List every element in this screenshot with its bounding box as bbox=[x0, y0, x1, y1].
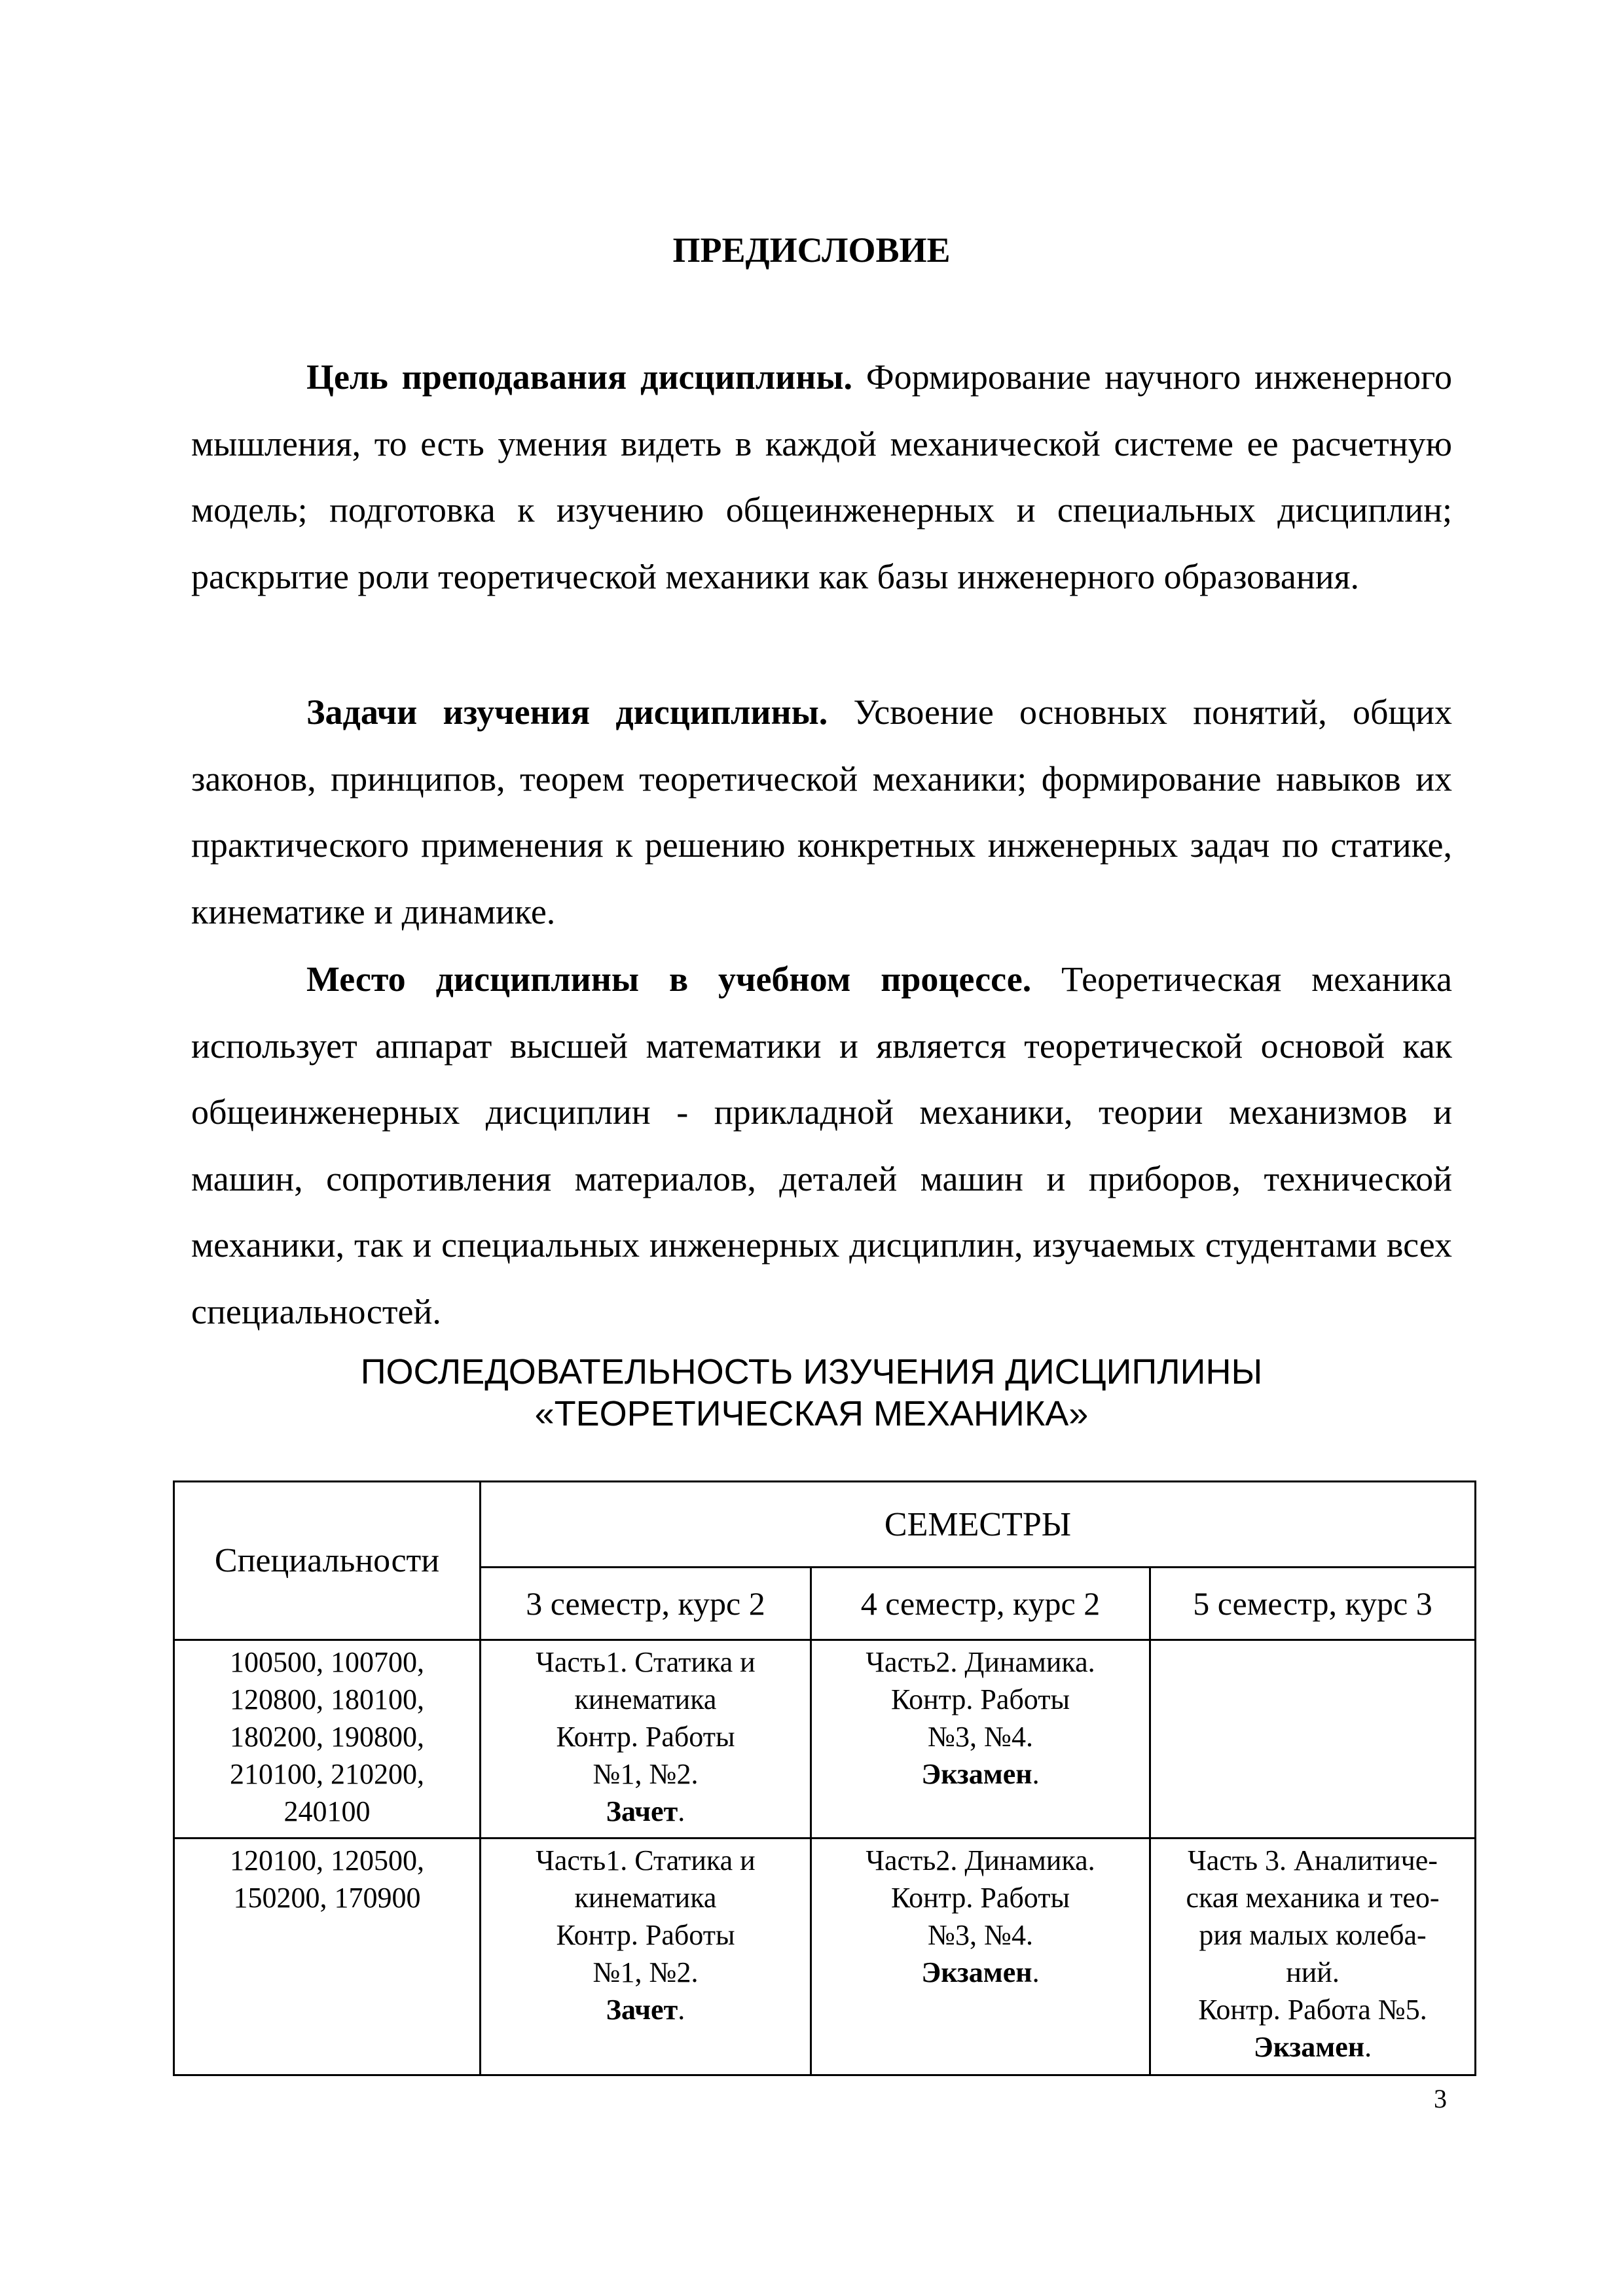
cell-line: Часть1. Статика и bbox=[536, 1844, 756, 1876]
cell-tail: . bbox=[678, 1994, 685, 2026]
cell-tail: . bbox=[1032, 1956, 1040, 1988]
cell-line: №1, №2. bbox=[593, 1758, 699, 1790]
sequence-title-line2: «ТЕОРЕТИЧЕСКАЯ МЕХАНИКА» bbox=[534, 1394, 1089, 1433]
cell-line: ний. bbox=[1286, 1956, 1340, 1988]
paragraph-place bbox=[191, 946, 1452, 1345]
cell-line-final bbox=[1158, 2028, 1468, 2066]
sequence-title-line1: ПОСЛЕДОВАТЕЛЬНОСТЬ ИЗУЧЕНИЯ ДИСЦИПЛИНЫ bbox=[360, 1352, 1263, 1391]
cell-semester-4 bbox=[811, 1839, 1150, 2075]
specialty-line: 180200, 190800, bbox=[230, 1721, 424, 1753]
cell-line: кинематика bbox=[574, 1683, 717, 1715]
cell-line: Часть2. Динамика. bbox=[866, 1844, 1095, 1876]
exam-label: Экзамен bbox=[921, 1956, 1032, 1988]
header-specialties: Специальности bbox=[174, 1482, 481, 1640]
cell-semester-5-empty bbox=[1150, 1640, 1476, 1839]
header-semester-5: 5 семестр, курс 3 bbox=[1150, 1568, 1476, 1640]
sequence-table bbox=[173, 1480, 1476, 2076]
specialty-line: 240100 bbox=[283, 1795, 371, 1827]
cell-line: ская механика и тео- bbox=[1186, 1882, 1440, 1914]
paragraph-goal-text: Формирование научного инженерного мышления, то есть умения видеть в каждой механической системе ее расчетную модель; подготовка к изучению общеинженерных и специальных дисциплин; раскрытие роли теоретической механики как базы инженерного образования. bbox=[191, 357, 1452, 596]
cell-semester-3 bbox=[481, 1839, 811, 2075]
paragraph-tasks-label: Задачи изучения дисциплины. bbox=[306, 692, 828, 732]
cell-line: Часть1. Статика и bbox=[536, 1646, 756, 1678]
cell-line: Часть 3. Аналитиче- bbox=[1188, 1844, 1438, 1876]
cell-line-final bbox=[488, 1991, 803, 2028]
cell-semester-4 bbox=[811, 1640, 1150, 1839]
header-semesters: СЕМЕСТРЫ bbox=[481, 1482, 1476, 1568]
cell-specialties bbox=[174, 1839, 481, 2075]
cell-line: №1, №2. bbox=[593, 1956, 699, 1988]
cell-line: рия малых колеба- bbox=[1199, 1919, 1427, 1951]
header-semester-4: 4 семестр, курс 2 bbox=[811, 1568, 1150, 1640]
cell-line-final bbox=[818, 1954, 1142, 1991]
credit-label: Зачет bbox=[606, 1795, 678, 1827]
specialty-line: 120800, 180100, bbox=[230, 1683, 424, 1715]
cell-line-final bbox=[818, 1755, 1142, 1793]
page-number: 3 bbox=[1434, 2084, 1447, 2113]
cell-line: кинематика bbox=[574, 1882, 717, 1914]
paragraph-place-text: Теоретическая механика использует аппарат высшей математики и является теоретической основой как общеинженерных дисциплин - прикладной механики, теории механизмов и машин, сопротивления материалов, деталей машин и приборов, технической механики, так и специальных инженерных дисциплин, изучаемых студентами всех специальностей. bbox=[191, 960, 1452, 1331]
paragraph-tasks-text: Усвоение основных понятий, общих законов, принципов, теорем теоретической механики; формирование навыков их практического применения к решению конкретных инженерных задач по статике, кинематике и динамике. bbox=[191, 692, 1452, 931]
sequence-title bbox=[0, 1351, 1623, 1435]
cell-line: Контр. Работа №5. bbox=[1198, 1994, 1427, 2026]
cell-tail: . bbox=[1032, 1758, 1040, 1790]
cell-tail: . bbox=[1364, 2031, 1372, 2063]
page-heading: ПРЕДИСЛОВИЕ bbox=[672, 230, 951, 270]
specialty-line: 210100, 210200, bbox=[230, 1758, 424, 1790]
cell-line: Контр. Работы bbox=[890, 1882, 1070, 1914]
header-semester-3: 3 семестр, курс 2 bbox=[481, 1568, 811, 1640]
specialty-line: 120100, 120500, bbox=[230, 1844, 424, 1876]
cell-semester-3 bbox=[481, 1640, 811, 1839]
credit-label: Зачет bbox=[606, 1994, 678, 2026]
cell-line: №3, №4. bbox=[928, 1919, 1033, 1951]
paragraph-tasks bbox=[191, 679, 1452, 945]
paragraph-place-label: Место дисциплины в учебном процессе. bbox=[306, 960, 1032, 999]
cell-line: №3, №4. bbox=[928, 1721, 1033, 1753]
paragraph-goal-label: Цель преподавания дисциплины. bbox=[306, 357, 853, 397]
table-row bbox=[174, 1640, 1476, 1839]
specialty-line: 150200, 170900 bbox=[233, 1882, 421, 1914]
cell-semester-5 bbox=[1150, 1839, 1476, 2075]
cell-line: Контр. Работы bbox=[890, 1683, 1070, 1715]
cell-tail: . bbox=[678, 1795, 685, 1827]
exam-label: Экзамен bbox=[921, 1758, 1032, 1790]
paragraph-goal bbox=[191, 344, 1452, 610]
table-row bbox=[174, 1839, 1476, 2075]
cell-line: Контр. Работы bbox=[556, 1721, 735, 1753]
cell-line: Часть2. Динамика. bbox=[866, 1646, 1095, 1678]
cell-line: Контр. Работы bbox=[556, 1919, 735, 1951]
cell-specialties bbox=[174, 1640, 481, 1839]
cell-line-final bbox=[488, 1793, 803, 1830]
exam-label: Экзамен bbox=[1253, 2031, 1365, 2063]
specialty-line: 100500, 100700, bbox=[230, 1646, 424, 1678]
